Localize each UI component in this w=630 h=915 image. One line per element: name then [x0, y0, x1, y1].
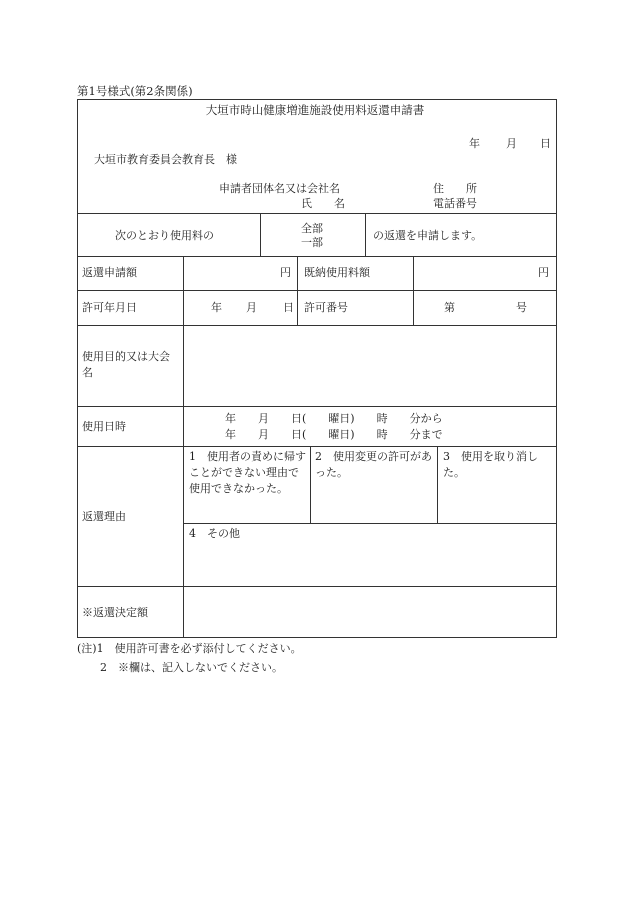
- request-option-part: 一部: [301, 236, 323, 249]
- applicant-org-label: 申請者団体名又は会社名: [219, 182, 340, 195]
- applicant-address-label: 住 所: [433, 182, 477, 195]
- refund-decision-label: ※返還決定額: [82, 606, 148, 619]
- refund-amount-label: 返還申請額: [82, 266, 137, 279]
- vrule-reason-2: [437, 446, 438, 523]
- usage-time-label: 使用日時: [82, 420, 126, 433]
- permit-number-label: 許可番号: [304, 301, 348, 314]
- rule-after-reason: [77, 586, 557, 587]
- note-2: 2 ※欄は、記入しないでください。: [100, 661, 283, 674]
- applicant-name-label: 氏 名: [301, 197, 345, 210]
- vrule-label-column: [183, 256, 184, 638]
- reason-label: 返還理由: [82, 510, 126, 523]
- purpose-label: 使用目的又は大会名: [82, 350, 170, 379]
- paid-fee-unit: 円: [538, 266, 549, 279]
- date-year-label: 年: [469, 137, 480, 150]
- form-title: 大垣市時山健康増進施設使用料返還申請書: [205, 103, 425, 117]
- vrule-right-column: [413, 256, 414, 325]
- request-suffix: の返還を申請します。: [373, 229, 483, 242]
- form-label: 第1号様式(第2条関係): [77, 84, 193, 98]
- permit-date-month: 月: [246, 301, 257, 314]
- rule-after-usage: [77, 446, 557, 447]
- rule-after-purpose: [77, 406, 557, 407]
- paid-fee-label: 既納使用料額: [304, 266, 370, 279]
- request-prefix: 次のとおり使用料の: [115, 229, 214, 242]
- reason-option-4: 4 その他: [189, 527, 240, 540]
- permit-date-day: 日: [283, 301, 294, 314]
- rule-after-header: [77, 213, 557, 214]
- permit-number-prefix: 第: [444, 301, 455, 314]
- rule-after-request: [77, 256, 557, 257]
- applicant-phone-label: 電話番号: [433, 197, 477, 210]
- vrule-mid-column: [297, 256, 298, 325]
- addressee: 大垣市教育委員会教育長 様: [94, 153, 237, 166]
- reason-option-2: 2 使用変更の許可があった。: [315, 450, 432, 479]
- vrule-request-1: [260, 213, 261, 256]
- permit-date-year: 年: [211, 301, 222, 314]
- vrule-request-2: [365, 213, 366, 256]
- permit-number-suffix: 号: [516, 301, 527, 314]
- vrule-reason-1: [310, 446, 311, 523]
- rule-reason-inner: [183, 523, 557, 524]
- reason-option-1: 1 使用者の責めに帰すことができない理由で使用できなかった。: [189, 450, 306, 495]
- date-month-label: 月: [506, 137, 517, 150]
- usage-time-from: 年 月 日( 曜日) 時 分から: [225, 412, 443, 425]
- rule-after-amount: [77, 290, 557, 291]
- date-day-label: 日: [540, 137, 551, 150]
- request-option-all: 全部: [301, 222, 323, 235]
- reason-option-3: 3 使用を取り消した。: [443, 450, 538, 479]
- permit-date-label: 許可年月日: [82, 301, 137, 314]
- usage-time-to: 年 月 日( 曜日) 時 分まで: [225, 428, 443, 441]
- refund-amount-unit: 円: [280, 266, 291, 279]
- note-1: (注)1 使用許可書を必ず添付してください。: [77, 642, 302, 655]
- rule-after-permit: [77, 325, 557, 326]
